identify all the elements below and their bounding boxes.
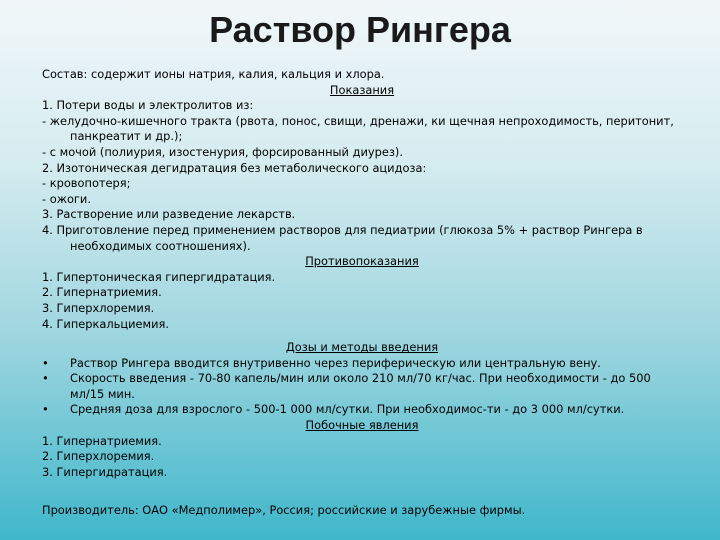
dosage-item-text: Средняя доза для взрослого - 500-1 000 мл/сутки. При необходимос-ти - до 3 000 мл/сутки.	[70, 402, 625, 417]
bullet-icon: •	[42, 371, 49, 386]
spacer	[42, 480, 682, 503]
indication-line: 1. Потери воды и электролитов из:	[42, 98, 254, 113]
contraindication-line: 3. Гиперхлоремия.	[42, 300, 155, 315]
indication-line: 4. Приготовление перед применением растворов для педиатрии (глюкоза 5% + раствор Рингера в необходимых соотношениях).	[42, 222, 643, 253]
dosage-item	[42, 356, 682, 372]
bullet-icon: •	[42, 402, 49, 417]
side-effects-heading: Побочные явления	[305, 418, 419, 433]
dosage-heading: Дозы и методы введения	[285, 340, 439, 355]
side-effect-line: 2. Гиперхлоремия.	[42, 449, 155, 464]
dosage-item-text: Скорость введения - 70-80 капель/мин или около 210 мл/70 кг/час. При необходимости - до 500 мл/15 мин.	[70, 371, 651, 401]
composition-text: Состав: содержит ионы натрия, калия, кальция и хлора.	[42, 67, 385, 81]
slide-content	[42, 67, 682, 519]
bullet-icon: •	[42, 355, 49, 370]
dosage-item	[42, 402, 682, 418]
side-effect-line: 1. Гипернатриемия.	[42, 433, 162, 448]
manufacturer-text: Производитель: ОАО «Медполимер», Россия; российские и зарубежные фирмы.	[42, 503, 526, 518]
indication-line: - желудочно-кишечного тракта (рвота, понос, свищи, дренажи, ки щечная непроходимость, перитонит, панкреатит и др.);	[42, 113, 674, 144]
contraindication-line: 4. Гиперкальциемия.	[42, 316, 170, 331]
slide-title: Раствор Рингера	[209, 9, 511, 50]
indication-line: 3. Растворение или разведение лекарств.	[42, 207, 296, 222]
contraindications-heading: Противопоказания	[305, 254, 419, 269]
indication-line: - с мочой (полиурия, изостенурия, форсированный диурез).	[42, 144, 403, 159]
indications-heading: Показания	[329, 82, 395, 97]
dosage-item	[42, 371, 682, 402]
indication-line: - ожоги.	[42, 191, 91, 206]
contraindication-line: 2. Гипернатриемия.	[42, 285, 162, 300]
side-effect-line: 3. Гипергидратация.	[42, 464, 168, 479]
dosage-item-text: Раствор Рингера вводится внутривенно через периферическую или центральную вену.	[70, 355, 601, 370]
indication-line: - кровопотеря;	[42, 176, 131, 191]
contraindication-line: 1. Гипертоническая гипергидратация.	[42, 269, 276, 284]
indication-line: 2. Изотоническая дегидратация без метаболического ацидоза:	[42, 160, 427, 175]
